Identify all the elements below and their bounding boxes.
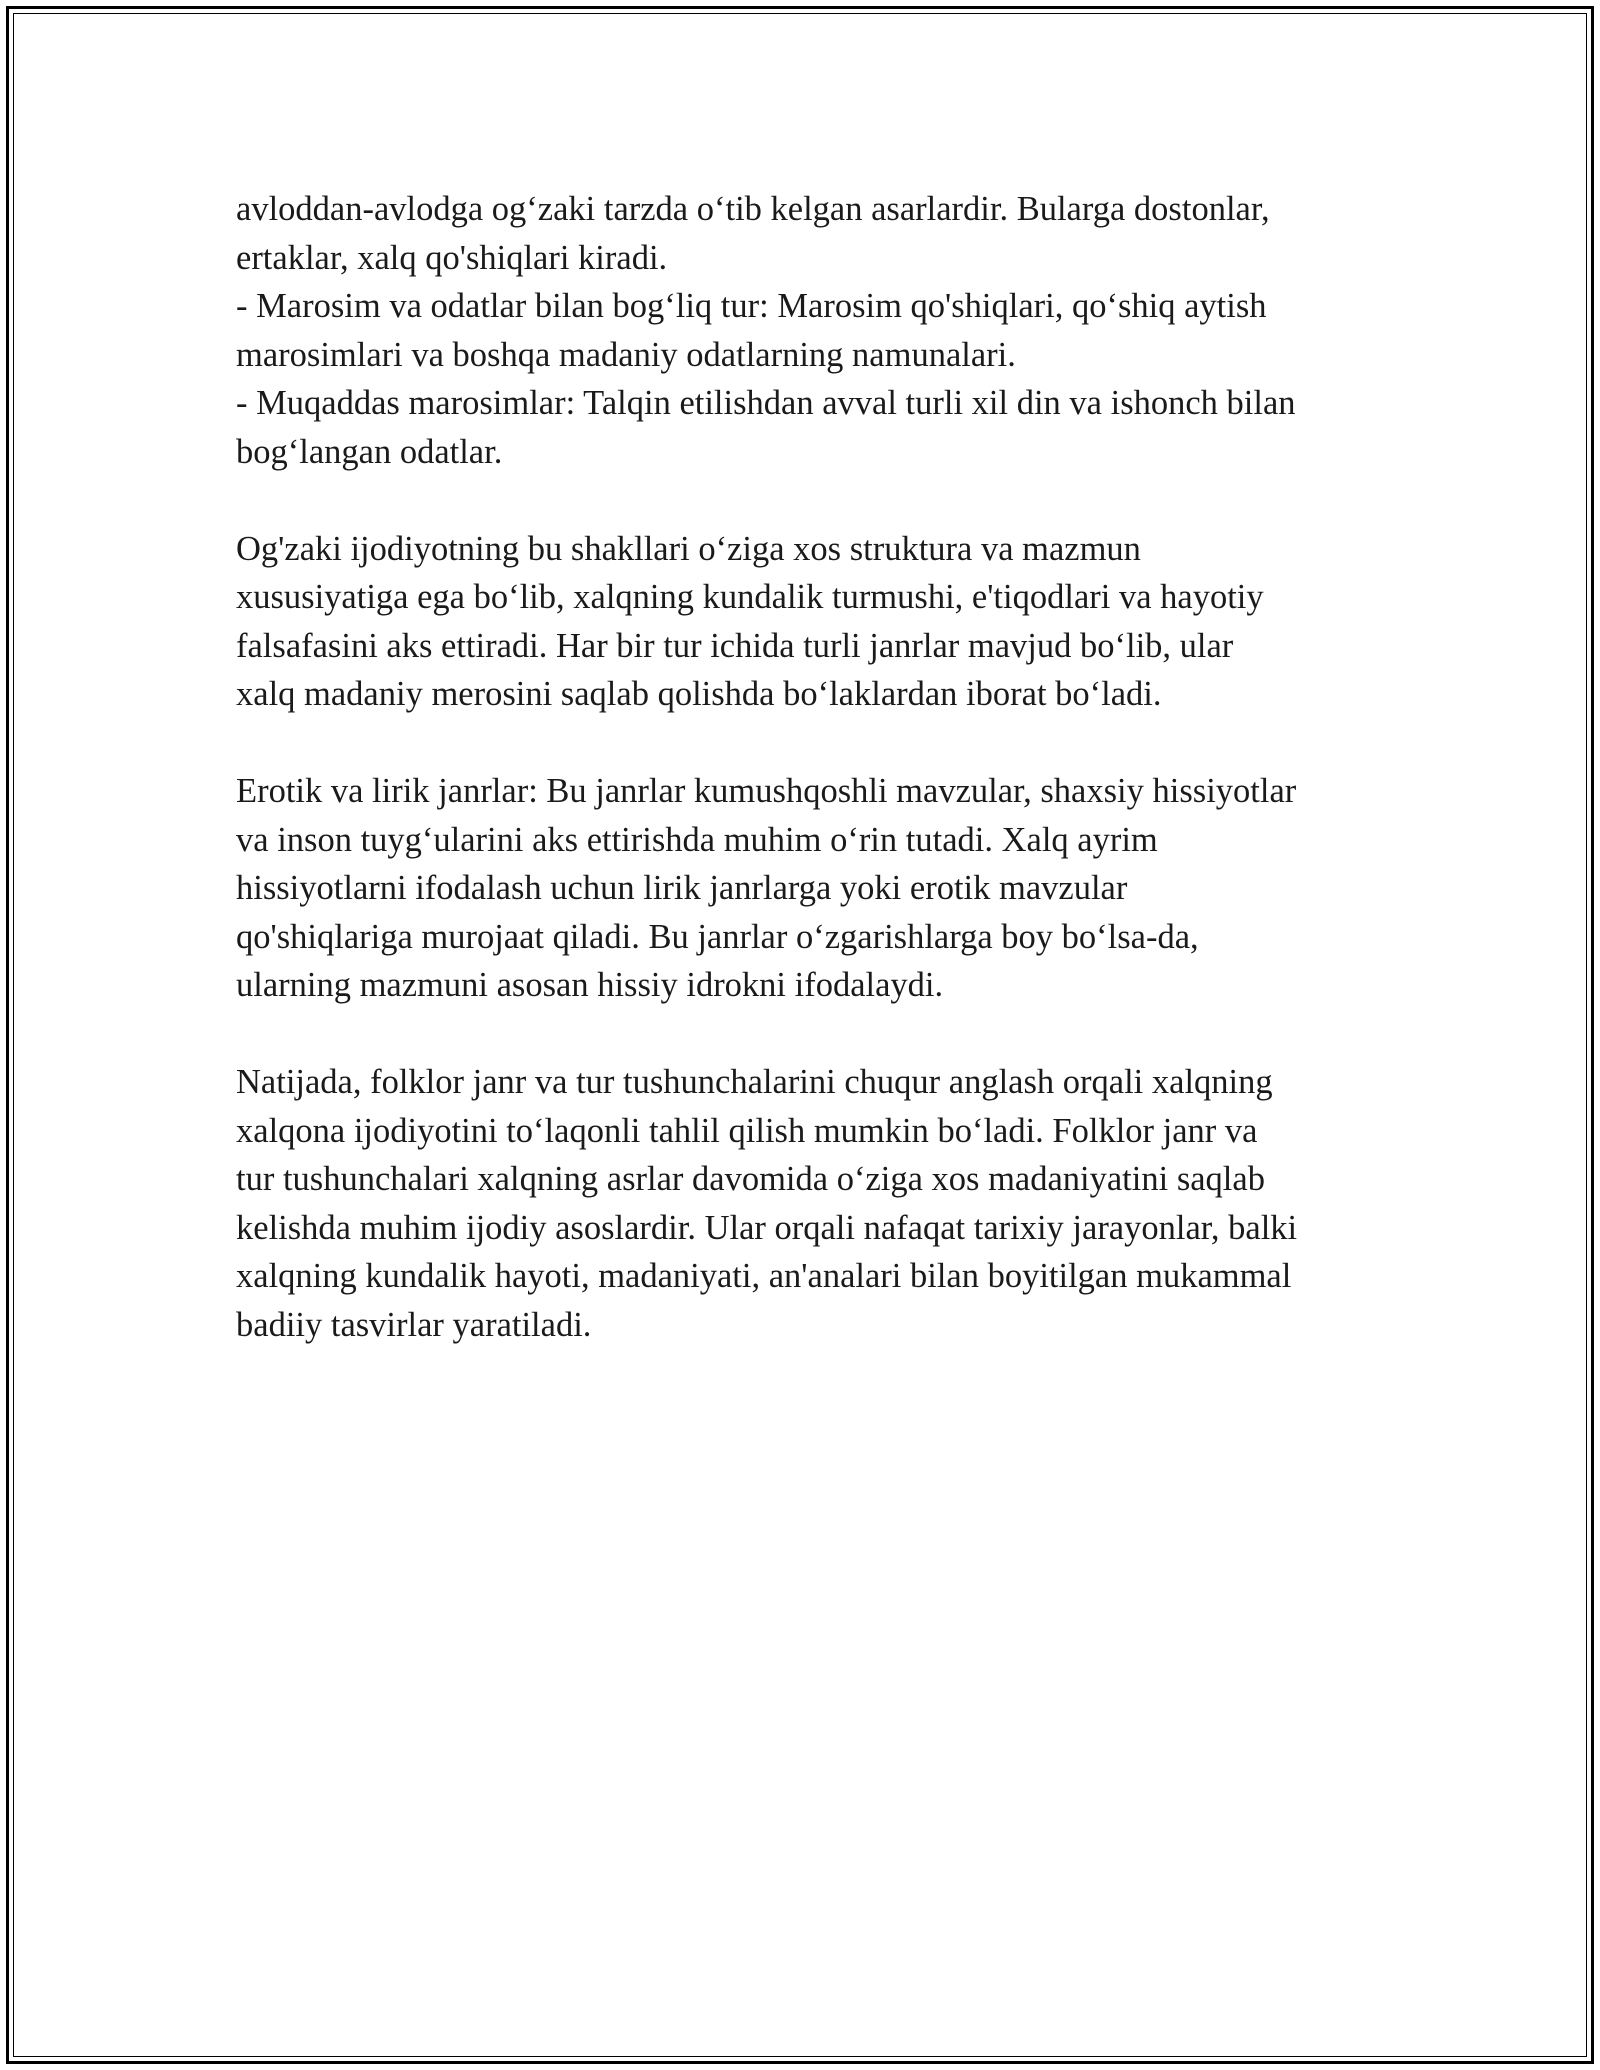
text-line: bog‘langan odatlar.	[236, 432, 503, 471]
text-line: ertaklar, xalq qo'shiqlari kiradi.	[236, 238, 668, 277]
text-line: hissiyotlarni ifodalash uchun lirik janrlarga yoki erotik mavzular	[236, 869, 1128, 907]
paragraph-spacer	[236, 1010, 1416, 1059]
text-line: avloddan-avlodga og‘zaki tarzda o‘tib kelgan asarlardir. Bularga dostonlar,	[236, 190, 1270, 228]
paragraph-genre-types	[236, 185, 1416, 476]
paragraph-conclusion	[236, 1058, 1416, 1349]
text-line: Og'zaki ijodiyotning bu shakllari o‘ziga xos struktura va mazmun	[236, 529, 1141, 568]
text-line: va inson tuyg‘ularini aks ettirishda muhim o‘rin tutadi. Xalq ayrim	[236, 820, 1158, 859]
text-line: marosimlari va boshqa madaniy odatlarning namunalari.	[236, 335, 1016, 374]
paragraph-lyric-genres	[236, 767, 1416, 1010]
paragraph-spacer	[236, 476, 1416, 525]
text-line: tur tushunchalari xalqning asrlar davomida o‘ziga xos madaniyatini saqlab	[236, 1160, 1265, 1198]
text-line: xalqning kundalik hayoti, madaniyati, an'analari bilan boyitilgan mukammal	[236, 1257, 1292, 1295]
document-body	[236, 185, 1416, 1349]
text-line: badiiy tasvirlar yaratiladi.	[236, 1305, 592, 1344]
text-line: falsafasini aks ettiradi. Har bir tur ichida turli janrlar mavjud bo‘lib, ular	[236, 626, 1234, 665]
paragraph-spacer	[236, 719, 1416, 768]
text-line: xalqona ijodiyotini to‘laqonli tahlil qilish mumkin bo‘ladi. Folklor janr va	[236, 1111, 1258, 1150]
text-line: Natijada, folklor janr va tur tushunchalarini chuqur anglash orqali xalqning	[236, 1063, 1273, 1101]
text-line: - Muqaddas marosimlar: Talqin etilishdan avval turli xil din va ishonch bilan	[236, 384, 1296, 422]
text-line: xalq madaniy merosini saqlab qolishda bo‘laklardan iborat bo‘ladi.	[236, 675, 1162, 713]
paragraph-oral-forms	[236, 525, 1416, 719]
text-line: Erotik va lirik janrlar: Bu janrlar kumushqoshli mavzular, shaxsiy hissiyotlar	[236, 772, 1297, 810]
text-line: kelishda muhim ijodiy asoslardir. Ular orqali nafaqat tarixiy jarayonlar, balki	[236, 1208, 1298, 1247]
text-line: ularning mazmuni asosan hissiy idrokni ifodalaydi.	[236, 966, 944, 1004]
text-line: - Marosim va odatlar bilan bog‘liq tur: Marosim qo'shiqlari, qo‘shiq aytish	[236, 287, 1267, 325]
text-line: xususiyatiga ega bo‘lib, xalqning kundalik turmushi, e'tiqodlari va hayotiy	[236, 578, 1264, 616]
text-line: qo'shiqlariga murojaat qiladi. Bu janrlar o‘zgarishlarga boy bo‘lsa-da,	[236, 917, 1199, 956]
